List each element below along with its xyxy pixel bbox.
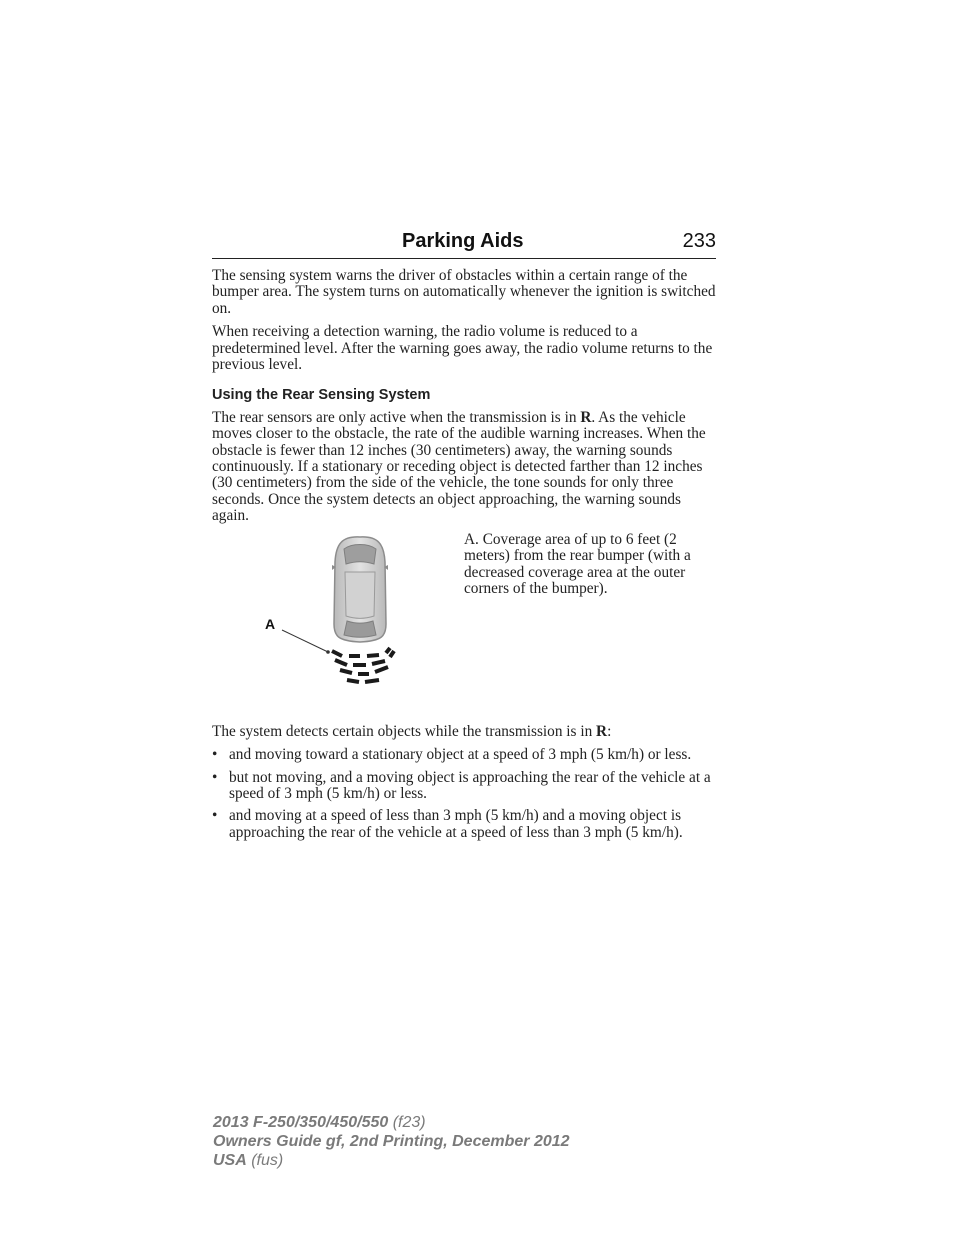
section-paragraph [212,410,716,525]
intro-paragraph-1: The sensing system warns the driver of obstacles within a certain range of the bumper area. The system turns on automatically whenever the ignition is switched on. [212,267,716,317]
footer-line-3 [213,1151,570,1170]
section-text-gear: R [580,408,592,426]
list-item [212,770,716,803]
footer-model-code: (f23) [388,1114,426,1131]
detects-text-after: : [607,722,612,740]
bullet-icon: • [212,768,218,786]
footer-line-2 [213,1132,570,1151]
footer-market: USA [213,1152,247,1169]
footer-market-code: (fus) [246,1152,284,1169]
page-footer [213,1113,570,1170]
intro-paragraph-2: When receiving a detection warning, the radio volume is reduced to a predetermined level. After the warning goes away, the radio volume returns to the previous level. [212,323,713,374]
footer-model: 2013 F-250/350/450/550 [213,1114,389,1131]
list-item-text: and moving toward a stationary object at a speed of 3 mph (5 km/h) or less. [229,746,692,764]
page-title: Parking Aids [402,230,524,252]
section-text-after: . As the vehicle moves closer to the obstacle, the rate of the audible warning increases. When the obstacle is fewer than 12 inches (30 centimeters) away, the warning sounds continuously. If a stationary or receding object is detected farther than 12 inches (30 centimeters) from the side of the vehicle, the tone sounds for only three seconds. Once the system detects an object approaching, the warning sounds again. [212,408,706,525]
section-text-before: The rear sensors are only active when the transmission is in [212,408,581,426]
section-heading: Using the Rear Sensing System [212,387,431,404]
bullet-icon: • [212,807,218,825]
rear-sensing-diagram [252,532,452,700]
list-item-text: but not moving, and a moving object is approaching the rear of the vehicle at a speed of 3 mph (5 km/h) or less. [229,768,711,802]
detects-text-gear: R [596,722,608,740]
list-item [212,808,716,841]
figure-caption: A. Coverage area of up to 6 feet (2 meters) from the rear bumper (with a decreased coverage area at the outer corners of the bumper). [464,530,691,597]
footer-line-1 [213,1113,570,1132]
callout-a-leader [282,630,330,654]
detects-intro [212,724,716,740]
sensor-coverage-arcs-icon [332,648,394,682]
list-item-text: and moving at a speed of less than 3 mph (5 km/h) and a moving object is approaching the rear of the vehicle at a speed of less than 3 mph (5 km/h). [229,807,683,841]
bullet-icon: • [212,746,218,764]
detection-conditions-list [212,747,716,841]
page-number: 233 [682,230,716,252]
figure-row [212,532,716,710]
page-header [212,228,716,259]
list-item [212,747,716,763]
page-content [212,268,716,847]
vehicle-top-view-icon [332,537,388,642]
footer-guide: Owners Guide gf, 2nd Printing, December 2012 [213,1133,570,1150]
callout-a-label: A [265,615,276,632]
detects-text-before: The system detects certain objects while the transmission is in [212,722,597,740]
